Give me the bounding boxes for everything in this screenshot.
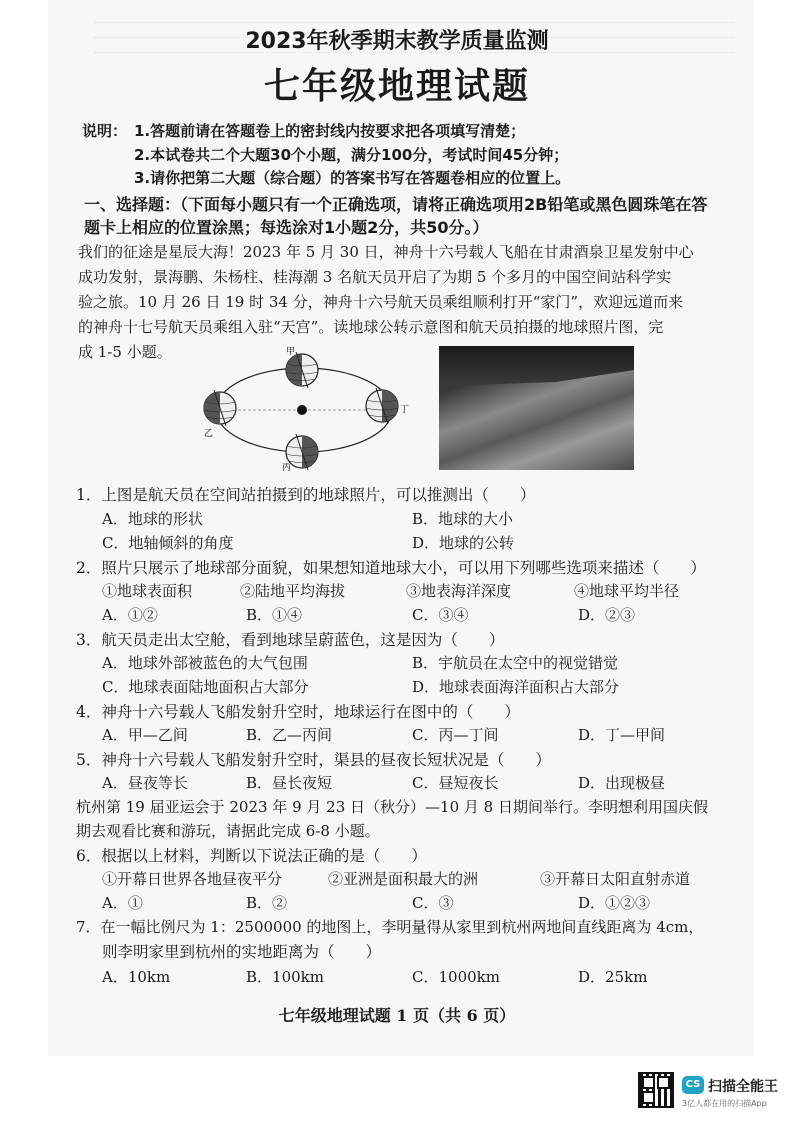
scanner-watermark: [632, 1072, 792, 1116]
q6-opt-d: D．①②③: [578, 894, 651, 912]
q2-opt-a: A．①②: [102, 606, 158, 624]
passage1-line4: 的神舟十七号航天员乘组入驻“天宫”。读地球公转示意图和航天员拍摄的地球照片图，完: [78, 318, 664, 336]
q2-opt-d: D．②③: [578, 606, 636, 624]
q7-opt-d: D．25km: [578, 968, 648, 986]
q1-opt-a: A．地球的形状: [102, 510, 203, 528]
scanner-slogan: 3亿人都在用的扫描App: [682, 1099, 767, 1108]
q2-stem: 2．照片只展示了地球部分面貌，如果想知道地球大小，可以用下列哪些选项来描述（ ）: [76, 559, 706, 577]
passage1-line1: 我们的征途是星辰大海！2023 年 5 月 30 日，神舟十六号载人飞船在甘肃酒泉卫星发射中心: [78, 243, 694, 261]
note-item-2: 2.本试卷共二个大题30个小题，满分100分，考试时间45分钟；: [134, 146, 569, 164]
q7-stem-cont: 则李明家里到杭州的实地距离为（ ）: [102, 943, 382, 961]
q3-opt-a: A．地球外部被蓝色的大气包围: [102, 654, 308, 672]
passage1-line2: 成功发射，景海鹏、朱杨柱、桂海潮 3 名航天员开启了为期 5 个多月的中国空间站科学实: [78, 268, 672, 286]
q2-sub-3: ③地表海洋深度: [406, 582, 512, 600]
passage2-line2: 期去观看比赛和游玩，请据此完成 6-8 小题。: [76, 822, 380, 840]
page-title: 七年级地理试题: [263, 65, 530, 107]
q6-sub-1: ①开幕日世界各地昼夜平分: [102, 870, 283, 888]
q5-opt-d: D．出现极昼: [578, 774, 666, 792]
q1-opt-c: C．地轴倾斜的角度: [102, 534, 234, 552]
passage1-line3: 验之旅。10 月 26 日 19 时 34 分，神舟十六号航天员乘组顺利打开“家门”，欢迎远道而来: [78, 293, 684, 311]
label-bing: 丙: [282, 463, 292, 472]
q7-opt-b: B．100km: [246, 968, 324, 986]
q6-stem: 6．根据以上材料，判断以下说法正确的是（ ）: [76, 847, 427, 865]
q1-opt-b: B．地球的大小: [412, 510, 514, 528]
q6-opt-a: A．①: [102, 894, 143, 912]
q5-opt-b: B．昼长夜短: [246, 774, 333, 792]
q4-opt-d: D．丁—甲间: [578, 726, 666, 744]
q6-sub-2: ②亚洲是面积最大的洲: [328, 870, 479, 888]
section1-heading-line1: 一、选择题：（下面每小题只有一个正确选项，请将正确选项用2B铅笔或黑色圆珠笔在答: [84, 195, 708, 214]
label-yi: 乙: [204, 429, 214, 439]
q3-opt-c: C．地球表面陆地面积占大部分: [102, 678, 309, 696]
q5-opt-a: A．昼夜等长: [102, 774, 188, 792]
q4-opt-b: B．乙—丙间: [246, 726, 333, 744]
q1-stem: 1．上图是航天员在空间站拍摄到的地球照片，可以推测出（ ）: [76, 486, 536, 504]
earth-orbit-diagram: [198, 346, 412, 472]
q3-stem: 3．航天员走出太空舱，看到地球呈蔚蓝色，这是因为（ ）: [76, 631, 505, 649]
notes-label: 说明：: [82, 122, 128, 140]
q5-opt-c: C．昼短夜长: [412, 774, 499, 792]
q5-stem: 5．神舟十六号载人飞船发射升空时，渠县的昼夜长短状况是（ ）: [76, 751, 551, 769]
section1-heading-line2: 题卡上相应的位置涂黑；每选涂对1小题2分，共50分。）: [84, 218, 489, 237]
q4-opt-c: C．丙—丁间: [412, 726, 499, 744]
note-item-3: 3.请你把第二大题（综合题）的答案书写在答题卷相应的位置上。: [134, 169, 571, 187]
q2-sub-4: ④地球平均半径: [574, 582, 680, 600]
scanner-logo-icon: CS: [682, 1076, 704, 1094]
q7-stem: 7．在一幅比例尺为 1：2500000 的地图上，李明量得从家里到杭州两地间直线距离为 4cm，: [76, 918, 704, 936]
q1-opt-d: D．地球的公转: [412, 534, 515, 552]
passage1-line5: 成 1-5 小题。: [78, 343, 172, 361]
q6-sub-3: ③开幕日太阳直射赤道: [540, 870, 691, 888]
exam-heading: 2023年秋季期末教学质量监测: [245, 29, 549, 54]
q2-opt-b: B．①④: [246, 606, 303, 624]
earth-jia: [286, 352, 318, 388]
q3-opt-b: B．宇航员在太空中的视觉错觉: [412, 654, 619, 672]
sun: [297, 405, 307, 415]
page-footer: 七年级地理试题 1 页（共 6 页）: [278, 1006, 516, 1025]
q2-opt-c: C．③④: [412, 606, 469, 624]
q7-opt-a: A．10km: [102, 968, 171, 986]
q7-opt-c: C．1000km: [412, 968, 500, 986]
earth-yi: [204, 390, 236, 426]
q6-opt-b: B．②: [246, 894, 288, 912]
q6-opt-c: C．③: [412, 894, 454, 912]
qr-code-icon: [638, 1072, 674, 1108]
q2-sub-1: ①地球表面积: [102, 582, 193, 600]
q3-opt-d: D．地球表面海洋面积占大部分: [412, 678, 620, 696]
label-jia: 甲: [286, 347, 296, 357]
q4-stem: 4．神舟十六号载人飞船发射升空时，地球运行在图中的（ ）: [76, 703, 520, 721]
q2-sub-2: ②陆地平均海拔: [240, 582, 346, 600]
earth-photo: [439, 346, 634, 470]
passage2-line1: 杭州第 19 届亚运会于 2023 年 9 月 23 日（秋分）—10 月 8 日期间举行。李明想利用国庆假: [76, 798, 708, 816]
scanner-app-name: 扫描全能王: [708, 1079, 778, 1095]
label-ding: 丁: [400, 405, 410, 415]
note-item-1: 1.答题前请在答题卷上的密封线内按要求把各项填写清楚；: [134, 122, 526, 140]
earth-ding: [366, 388, 398, 424]
q4-opt-a: A．甲—乙间: [102, 726, 188, 744]
